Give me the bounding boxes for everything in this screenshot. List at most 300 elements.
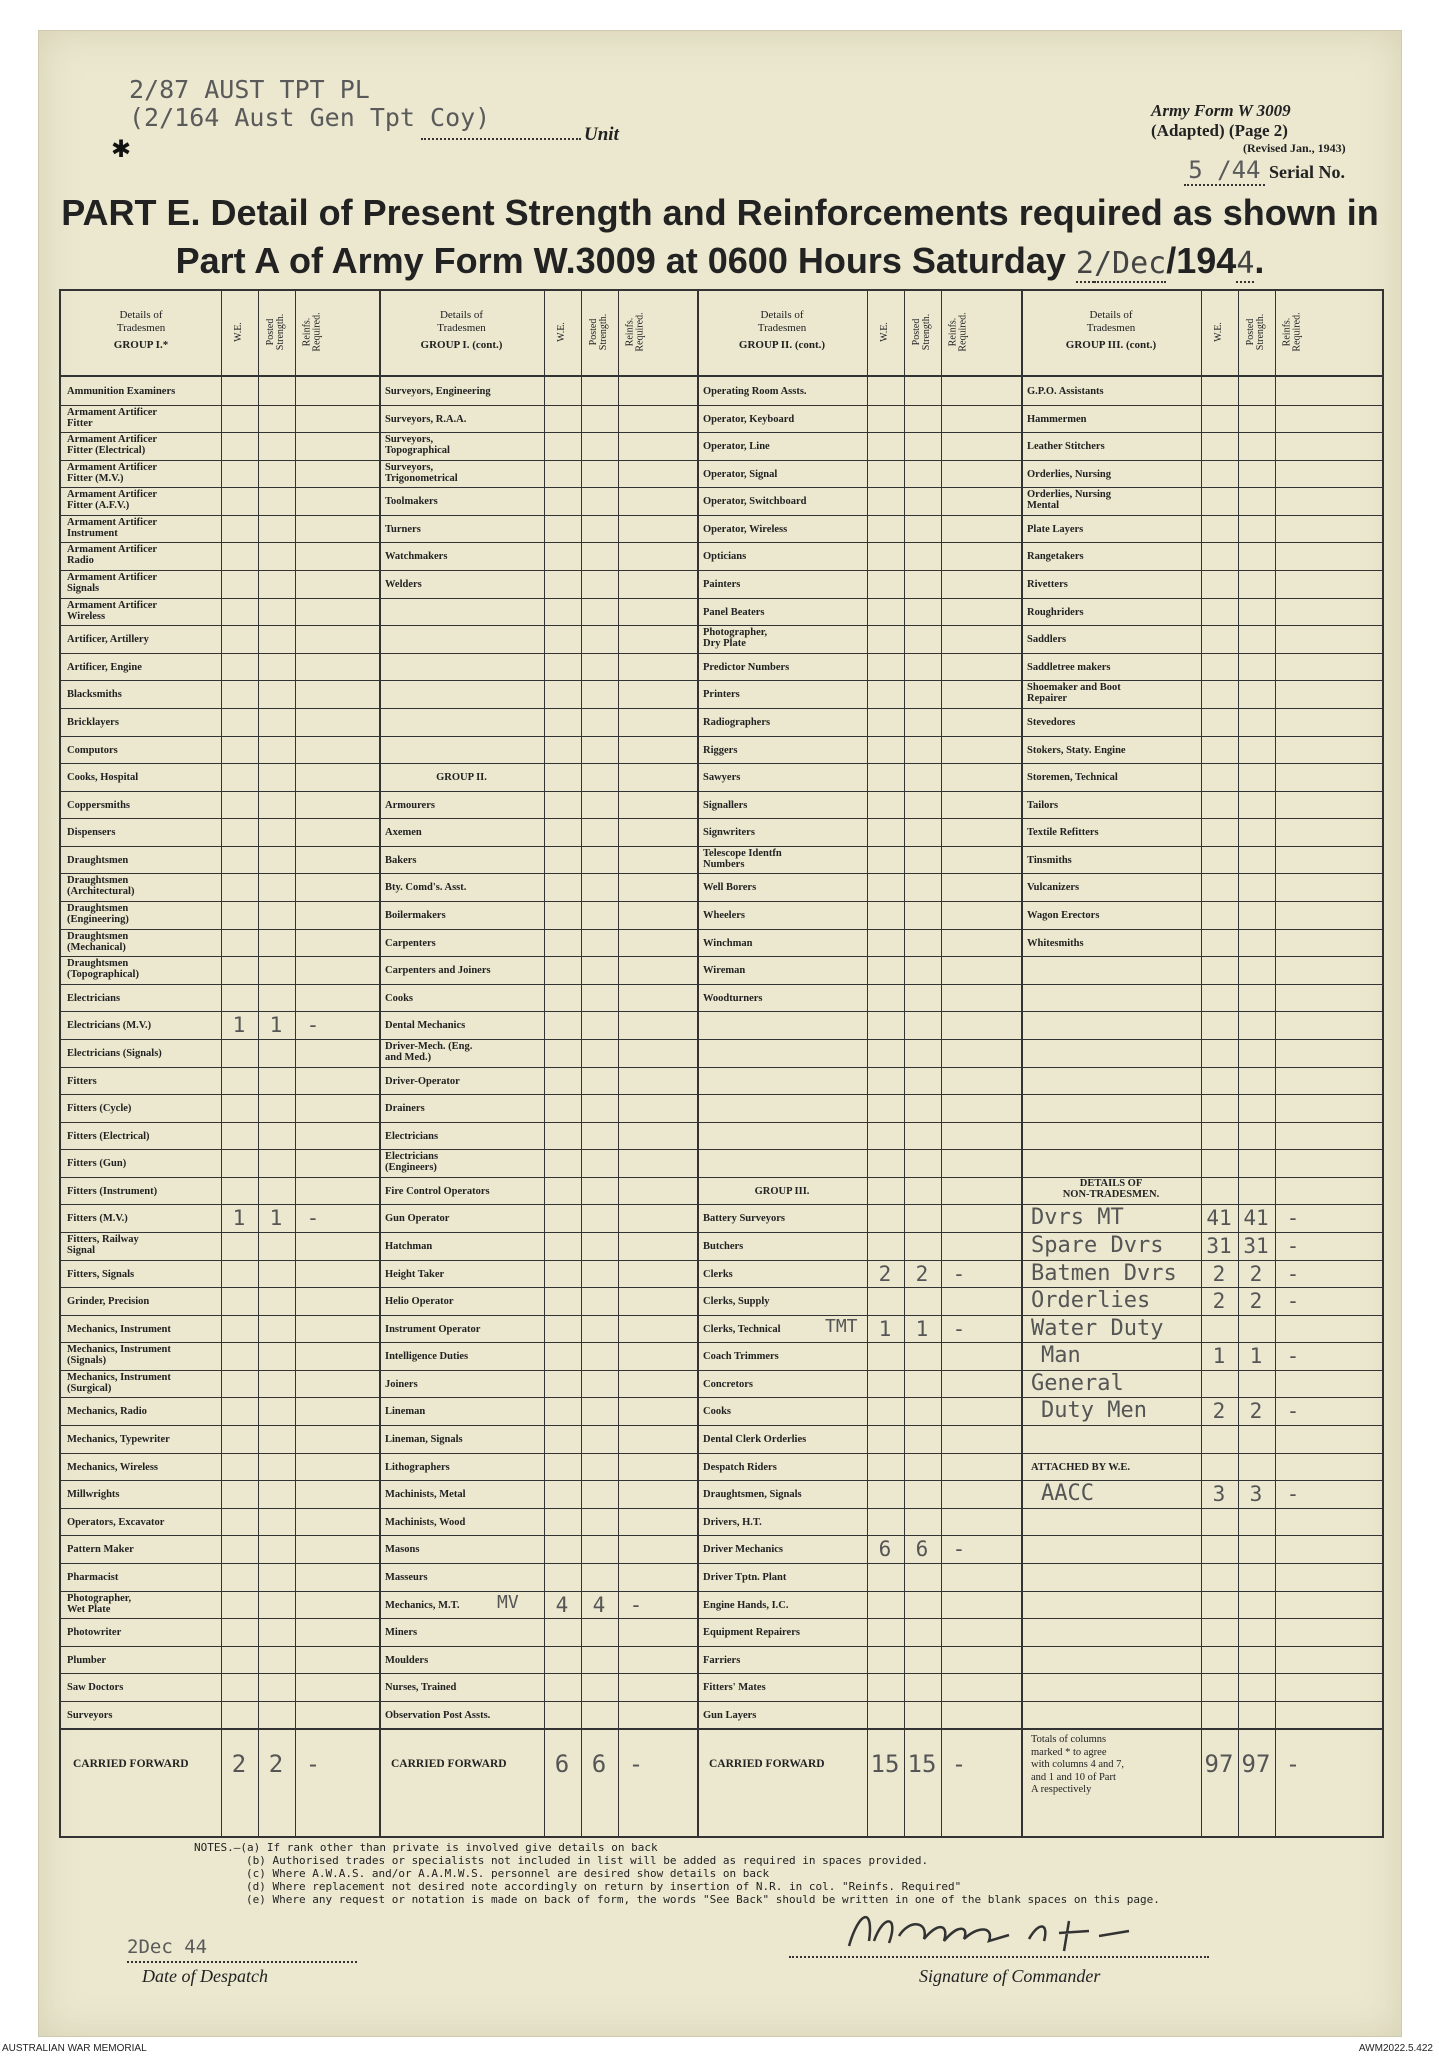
note-line: (b) Authorised trades or specialists not included in list will be added as required in spaces provided. — [246, 1854, 929, 1867]
header-details-label: Details of Tradesmen — [437, 309, 486, 334]
note-line: (c) Where A.W.A.S. and/or A.A.M.W.S. personnel are desired show details on back — [246, 1867, 770, 1880]
trade-label: Draughtsmen — [67, 854, 129, 866]
trade-label: Fitters (Instrument) — [67, 1185, 158, 1197]
table-row-rule — [61, 1342, 1382, 1343]
column-header-we — [221, 297, 257, 367]
attached-req: - — [1286, 1482, 1300, 1507]
signature-dotted-line — [789, 1956, 1209, 1958]
trade-label: Shoemaker and Boot Repairer — [1027, 682, 1121, 705]
trade-label: Photographer, Wet Plate — [67, 1592, 132, 1615]
table-column-rule — [1238, 291, 1239, 1836]
trade-label: Mechanics, Typewriter — [67, 1434, 170, 1446]
title-line-1: PART E. Detail of Present Strength and Reinforcements required as shown in — [61, 192, 1379, 233]
table-row-rule — [61, 1260, 1382, 1261]
trade-label: Welders — [385, 579, 422, 591]
trade-label: Vulcanizers — [1027, 882, 1080, 894]
clerks-technical-we: 1 — [878, 1316, 892, 1341]
title-line-2-text: Part A of Army Form W.3009 at 0600 Hours Saturday — [175, 240, 1066, 281]
clerks-posted: 2 — [915, 1261, 929, 1286]
driver-mechanics-we: 6 — [878, 1537, 892, 1562]
carried-forward-value: - — [628, 1750, 644, 1779]
trade-label: Surveyors, Engineering — [385, 386, 491, 397]
table-row-rule — [61, 736, 1382, 737]
trade-label: Operator, Wireless — [703, 523, 788, 535]
non-tradesman-name: Water Duty — [1031, 1315, 1164, 1341]
table-row-rule — [61, 625, 1382, 626]
table-column-rule — [904, 291, 905, 1836]
carried-forward-value: 15 — [870, 1750, 900, 1779]
trade-label: G.P.O. Assistants — [1027, 386, 1104, 397]
mechanics-mt-posted: 4 — [592, 1592, 606, 1617]
trade-label: Saw Doctors — [67, 1682, 124, 1694]
header-reinfs-label: Reinfs. Required. — [302, 312, 323, 352]
trade-label: Hammermen — [1027, 413, 1087, 425]
carried-forward-value: 2 — [268, 1750, 284, 1779]
title-date-day: 2 — [1075, 246, 1094, 281]
trade-label: Operator, Keyboard — [703, 413, 795, 425]
trade-label: Winchman — [703, 937, 753, 949]
non-tradesman-name: General — [1031, 1370, 1124, 1396]
form-identifier — [1151, 101, 1347, 156]
trade-label: Saddletree makers — [1027, 661, 1111, 673]
unit-line-1: 2/87 AUST TPT PL — [129, 75, 370, 104]
despatch-label: Date of Despatch — [142, 1966, 268, 1986]
trade-label: Fitters' Mates — [703, 1682, 766, 1694]
serial-number — [1184, 156, 1345, 184]
trade-label: Armament Artificer Instrument — [67, 516, 158, 539]
column-header-posted — [1238, 297, 1274, 367]
electricians-mv-required: - — [306, 1013, 320, 1038]
non-tradesman-posted: 2 — [1249, 1261, 1263, 1286]
trade-label: Roughriders — [1027, 606, 1084, 618]
trade-label: Draughtsmen (Mechanical) — [67, 930, 129, 953]
header-posted-label: Posted Strength. — [1245, 313, 1267, 351]
trade-label: Grinder, Precision — [67, 1296, 150, 1308]
table-row-rule — [61, 1315, 1382, 1316]
header-we-label: W.E. — [878, 322, 890, 342]
trade-label: Battery Surveyors — [703, 1213, 785, 1225]
trade-label: Turners — [385, 523, 421, 535]
trade-label: Panel Beaters — [703, 606, 765, 618]
trade-label: Fire Control Operators — [385, 1185, 490, 1197]
trade-label: Plate Layers — [1027, 523, 1084, 535]
trade-label: Surveyors, Trigonometrical — [385, 461, 458, 484]
trade-label: Gun Operator — [385, 1213, 450, 1225]
trade-label: Painters — [703, 579, 741, 591]
trade-label: Mechanics, Wireless — [67, 1461, 158, 1473]
unit-label: Unit — [584, 124, 619, 145]
header-we-label: W.E. — [1212, 322, 1224, 342]
trade-label: Well Borers — [703, 882, 757, 894]
table-column-rule — [1021, 291, 1023, 1836]
table-column-rule — [221, 291, 222, 1836]
trade-label: Masseurs — [385, 1571, 428, 1583]
trade-label: Intelligence Duties — [385, 1351, 469, 1363]
group-heading: GROUP II. — [436, 772, 487, 784]
table-row-rule — [61, 1425, 1382, 1426]
table-row-rule — [61, 1480, 1382, 1481]
clerks-we: 2 — [878, 1261, 892, 1286]
trade-label: Leather Stitchers — [1027, 441, 1105, 453]
table-row-rule — [61, 598, 1382, 599]
table-row-rule — [61, 1535, 1382, 1536]
punch-hole-mark: ✱ — [111, 137, 132, 163]
non-tradesman-we: 31 — [1206, 1233, 1232, 1258]
clerks-technical-required: - — [952, 1316, 966, 1341]
carried-forward-value: - — [305, 1750, 321, 1779]
trade-label: Draughtsmen (Topographical) — [67, 958, 139, 981]
trade-label: Printers — [703, 689, 740, 701]
trade-label: Photographer, Dry Plate — [703, 627, 768, 650]
non-tradesman-name: Orderlies — [1031, 1288, 1151, 1314]
column-header-posted — [258, 297, 294, 367]
trade-label: Fitters, Signals — [67, 1268, 135, 1280]
table-row-rule — [61, 405, 1382, 406]
trade-label: Artificer, Engine — [67, 661, 142, 673]
trade-label: Clerks, Supply — [703, 1296, 770, 1308]
table-row-rule — [61, 1094, 1382, 1095]
trade-label: Driver Tptn. Plant — [703, 1571, 787, 1583]
trade-label: Moulders — [385, 1654, 429, 1666]
note-line: NOTES.—(a) If rank other than private is involved give details on back — [194, 1841, 658, 1854]
trade-label: Driver Mechanics — [703, 1544, 783, 1556]
trade-label: Operator, Signal — [703, 468, 778, 480]
column-header-we — [1201, 297, 1237, 367]
non-tradesman-req: - — [1286, 1233, 1300, 1258]
attached-posted: 3 — [1249, 1482, 1263, 1507]
totals-value: - — [1285, 1750, 1301, 1779]
form-number: Army Form W 3009 — [1151, 101, 1291, 120]
table-column-rule — [295, 291, 296, 1836]
trade-label: Fitters (Cycle) — [67, 1103, 132, 1115]
table-row-rule — [61, 1149, 1382, 1150]
mechanics-mt-correction: MV — [497, 1591, 519, 1613]
header-group-label: GROUP III. (cont.) — [1065, 339, 1157, 351]
header-group-label: GROUP II. (cont.) — [738, 339, 826, 351]
trade-label: Concretors — [703, 1378, 753, 1390]
header-details-label: Details of Tradesmen — [1086, 309, 1136, 334]
trade-label: Armament Artificer Fitter (A.F.V.) — [67, 489, 158, 512]
column-header-posted — [904, 297, 940, 367]
non-tradesman-posted: 1 — [1249, 1344, 1263, 1369]
trade-label: Miners — [385, 1627, 418, 1639]
table-row-rule — [61, 1122, 1382, 1123]
mechanics-mt-we: 4 — [555, 1592, 569, 1617]
header-we-label: W.E. — [555, 322, 567, 342]
non-tradesman-name: Dvrs MT — [1031, 1205, 1124, 1231]
attached-header: ATTACHED BY W.E. — [1031, 1461, 1130, 1473]
column-header-reinfs — [1275, 297, 1311, 367]
trade-label: Carpenters — [385, 937, 436, 949]
driver-mechanics-required: - — [952, 1537, 966, 1562]
non-tradesmen-header: DETAILS OF NON-TRADESMEN. — [1062, 1177, 1160, 1200]
column-header-we — [544, 297, 580, 367]
table-row-rule — [61, 956, 1382, 957]
header-we-label: W.E. — [232, 322, 244, 342]
carried-forward-label: CARRIED FORWARD — [73, 1758, 189, 1771]
trade-label: Bakers — [385, 854, 417, 866]
table-row-rule — [61, 570, 1382, 571]
trade-label: Bty. Comd's. Asst. — [385, 882, 467, 894]
trade-label: Saddlers — [1027, 634, 1067, 646]
trade-label: Height Taker — [385, 1268, 445, 1280]
despatch-date: 2Dec 44 — [127, 1936, 208, 1958]
trade-label: Dispensers — [67, 827, 116, 839]
header-reinfs-label: Reinfs. Required. — [625, 312, 646, 352]
table-row-rule — [61, 763, 1382, 764]
totals-value: 97 — [1204, 1750, 1234, 1779]
table-row-rule — [61, 1370, 1382, 1371]
electricians-mv-posted: 1 — [269, 1013, 283, 1038]
header-group-label: GROUP I. (cont.) — [420, 339, 503, 351]
trade-label: Toolmakers — [385, 496, 438, 508]
trade-label: Telescope Identfn Numbers — [703, 847, 782, 870]
carried-forward-label: CARRIED FORWARD — [391, 1758, 507, 1771]
table-row-rule — [61, 1039, 1382, 1040]
column-header-reinfs — [618, 297, 654, 367]
trade-label: Drivers, H.T. — [703, 1516, 762, 1528]
table-row-rule — [61, 432, 1382, 433]
unit-line-2: (2/164 Aust Gen Tpt Coy) — [129, 103, 491, 132]
table-header-rule — [61, 375, 1382, 377]
serial-label: Serial No. — [1269, 162, 1345, 182]
table-row-rule — [61, 1563, 1382, 1564]
trade-label: Driver-Operator — [385, 1075, 460, 1087]
header-reinfs-label: Reinfs. Required. — [1282, 312, 1303, 352]
attached-we: 3 — [1212, 1482, 1226, 1507]
trade-label: Pharmacist — [67, 1571, 119, 1583]
non-tradesman-req: - — [1286, 1289, 1300, 1314]
trade-label: Stevedores — [1027, 716, 1076, 728]
signature-label: Signature of Commander — [919, 1966, 1101, 1986]
trade-label: Radiographers — [703, 716, 771, 728]
page-title — [39, 189, 1401, 288]
table-row-rule — [61, 460, 1382, 461]
non-tradesman-we: 2 — [1212, 1289, 1226, 1314]
table-row-rule — [61, 791, 1382, 792]
trade-label: Riggers — [703, 744, 738, 756]
header-posted-label: Posted Strength. — [265, 313, 287, 351]
header-group-label: GROUP I.* — [113, 339, 169, 351]
form-revised: (Revised Jan., 1943) — [1243, 141, 1346, 155]
trade-label: Opticians — [703, 551, 747, 563]
table-row-rule — [61, 873, 1382, 874]
commander-signature — [829, 1891, 1169, 1961]
trade-label: Fitters (Electrical) — [67, 1130, 150, 1142]
trade-label: Cooks, Hospital — [67, 772, 139, 784]
non-tradesman-posted: 2 — [1249, 1289, 1263, 1314]
fitters-mv-posted: 1 — [269, 1206, 283, 1231]
non-tradesman-we: 1 — [1212, 1344, 1226, 1369]
table-row-rule — [61, 1232, 1382, 1233]
trade-label: Fitters, Railway Signal — [67, 1233, 139, 1256]
trade-label: Whitesmiths — [1027, 937, 1084, 949]
non-tradesman-req: - — [1286, 1399, 1300, 1424]
trade-label: Bricklayers — [67, 716, 119, 728]
driver-mechanics-posted: 6 — [915, 1537, 929, 1562]
non-tradesman-req: - — [1286, 1206, 1300, 1231]
non-tradesman-we: 41 — [1206, 1206, 1232, 1231]
trade-label: Drainers — [385, 1103, 425, 1115]
trade-label: Operators, Excavator — [67, 1516, 165, 1528]
trade-label: Engine Hands, I.C. — [703, 1599, 789, 1611]
trade-label: Orderlies, Nursing Mental — [1027, 489, 1111, 512]
trade-label: Plumber — [67, 1654, 107, 1666]
table-row-rule — [61, 984, 1382, 985]
table-row-rule — [61, 542, 1382, 543]
table-row-rule — [61, 515, 1382, 516]
title-date-year-digit: 4 — [1236, 246, 1255, 281]
trade-label: Coppersmiths — [67, 799, 131, 811]
trade-label: Photowriter — [67, 1627, 122, 1639]
non-tradesman-req: - — [1286, 1344, 1300, 1369]
non-tradesman-we: 2 — [1212, 1399, 1226, 1424]
trade-label: Woodturners — [703, 992, 763, 1004]
trade-label: Draughtsmen, Signals — [703, 1489, 802, 1501]
trade-label: Mechanics, Instrument (Surgical) — [67, 1371, 171, 1394]
carried-forward-value: 15 — [907, 1750, 937, 1779]
table-row-rule — [61, 1453, 1382, 1454]
table-row-rule — [61, 653, 1382, 654]
totals-row-rule — [61, 1728, 1382, 1730]
trade-label: Lineman — [385, 1406, 426, 1418]
trade-label: Despatch Riders — [703, 1461, 777, 1473]
table-row-rule — [61, 901, 1382, 902]
trade-label: Helio Operator — [385, 1296, 454, 1308]
trade-label: Electricians (Signals) — [67, 1047, 162, 1059]
fitters-mv-required: - — [306, 1206, 320, 1231]
trade-label: Blacksmiths — [67, 689, 122, 701]
trade-label: Coach Trimmers — [703, 1351, 779, 1363]
table-column-rule — [1275, 291, 1276, 1836]
title-date-year: /194 — [1166, 240, 1237, 281]
trade-label: Fitters (M.V.) — [67, 1213, 128, 1225]
trade-label: Farriers — [703, 1654, 741, 1666]
trade-label: Hatchman — [385, 1240, 433, 1252]
table-row-rule — [61, 1701, 1382, 1702]
trade-label: Mechanics, Radio — [67, 1406, 147, 1418]
trade-label: Stokers, Staty. Engine — [1027, 744, 1126, 756]
column-header-details — [379, 295, 544, 352]
trade-label: Armament Artificer Radio — [67, 544, 158, 567]
column-header-details — [61, 295, 221, 352]
trade-label: Computors — [67, 744, 118, 756]
non-tradesman-posted: 2 — [1249, 1399, 1263, 1424]
trade-label: Millwrights — [67, 1489, 120, 1501]
trade-label: Surveyors, R.A.A. — [385, 413, 467, 425]
non-tradesman-we: 2 — [1212, 1261, 1226, 1286]
trade-label: Clerks, Technical — [703, 1323, 781, 1335]
trade-label: Watchmakers — [385, 551, 448, 563]
trade-label: Lithographers — [385, 1461, 450, 1473]
title-line-2 — [39, 237, 1401, 288]
carried-forward-label: CARRIED FORWARD — [709, 1758, 825, 1771]
title-date-end: . — [1254, 240, 1265, 281]
trade-label: Rangetakers — [1027, 551, 1084, 563]
trade-label: Fitters — [67, 1075, 97, 1087]
credit-right: AWM2022.5.422 — [1358, 2043, 1433, 2054]
trade-label: Mechanics, Instrument — [67, 1323, 171, 1335]
trade-label: Artificer, Artillery — [67, 634, 149, 646]
header-reinfs-label: Reinfs. Required. — [948, 312, 969, 352]
fitters-mv-we: 1 — [232, 1206, 246, 1231]
unit-name — [129, 76, 490, 132]
trade-label: Electricians (M.V.) — [67, 1020, 152, 1032]
unit-dotted-line — [421, 138, 581, 140]
non-tradesman-name: Spare Dvrs — [1031, 1232, 1164, 1258]
trade-label: Masons — [385, 1544, 420, 1556]
attached-name: AACC — [1041, 1481, 1094, 1507]
trade-label: Wheelers — [703, 910, 745, 922]
header-posted-label: Posted Strength. — [588, 313, 610, 351]
carried-forward-value: 6 — [591, 1750, 607, 1779]
carried-forward-value: 2 — [231, 1750, 247, 1779]
header-details-label: Details of Tradesmen — [757, 309, 807, 334]
despatch-dotted-line — [127, 1961, 357, 1963]
trade-label: Operator, Line — [703, 441, 770, 453]
title-date-month: /Dec — [1093, 246, 1167, 281]
trade-label: Mechanics, M.T. — [385, 1599, 460, 1611]
trade-label: Dental Mechanics — [385, 1020, 466, 1032]
totals-value: 97 — [1241, 1750, 1271, 1779]
trade-label: Dental Clerk Orderlies — [703, 1434, 807, 1446]
trade-label: Signwriters — [703, 827, 755, 839]
clerks-required: - — [952, 1261, 966, 1286]
table-row-rule — [61, 1287, 1382, 1288]
trade-label: Clerks — [703, 1268, 733, 1280]
serial-value: 5 /44 — [1184, 156, 1264, 186]
trade-label: Electricians — [385, 1130, 439, 1142]
trade-label: Surveyors — [67, 1709, 113, 1721]
trade-label: Machinists, Wood — [385, 1516, 466, 1528]
trade-label: Operator, Switchboard — [703, 496, 807, 508]
strength-table — [59, 289, 1384, 1838]
column-header-posted — [581, 297, 617, 367]
table-row-rule — [61, 1591, 1382, 1592]
non-tradesman-name: Duty Men — [1041, 1398, 1147, 1424]
trade-label: Armament Artificer Signals — [67, 572, 158, 595]
trade-label: Rivetters — [1027, 579, 1068, 591]
carried-forward-value: 6 — [554, 1750, 570, 1779]
table-row-rule — [61, 1618, 1382, 1619]
trade-label: Equipment Repairers — [703, 1627, 800, 1639]
column-header-we — [867, 297, 903, 367]
trade-label: Observation Post Assts. — [385, 1709, 491, 1721]
non-tradesman-req: - — [1286, 1261, 1300, 1286]
trade-label: Tailors — [1027, 799, 1059, 811]
electricians-mv-we: 1 — [232, 1013, 246, 1038]
column-header-details — [697, 295, 867, 352]
trade-label: Armourers — [385, 799, 435, 811]
table-row-rule — [61, 1646, 1382, 1647]
trade-label: Electricians — [67, 992, 121, 1004]
header-posted-label: Posted Strength. — [911, 313, 933, 351]
table-column-rule — [379, 291, 381, 1836]
column-header-reinfs — [941, 297, 977, 367]
trade-label: Predictor Numbers — [703, 661, 790, 673]
table-row-rule — [61, 1204, 1382, 1205]
table-column-rule — [258, 291, 259, 1836]
trade-label: Instrument Operator — [385, 1323, 481, 1335]
trade-label: Fitters (Gun) — [67, 1158, 127, 1170]
trade-label: Electricians (Engineers) — [385, 1151, 439, 1174]
trade-label: Orderlies, Nursing — [1027, 468, 1111, 480]
trade-label: Joiners — [385, 1378, 418, 1390]
clerks-technical-correction: TMT — [825, 1315, 858, 1337]
trade-label: Sawyers — [703, 772, 741, 784]
trade-label: Ammunition Examiners — [67, 386, 176, 397]
form-sheet — [38, 30, 1402, 2037]
